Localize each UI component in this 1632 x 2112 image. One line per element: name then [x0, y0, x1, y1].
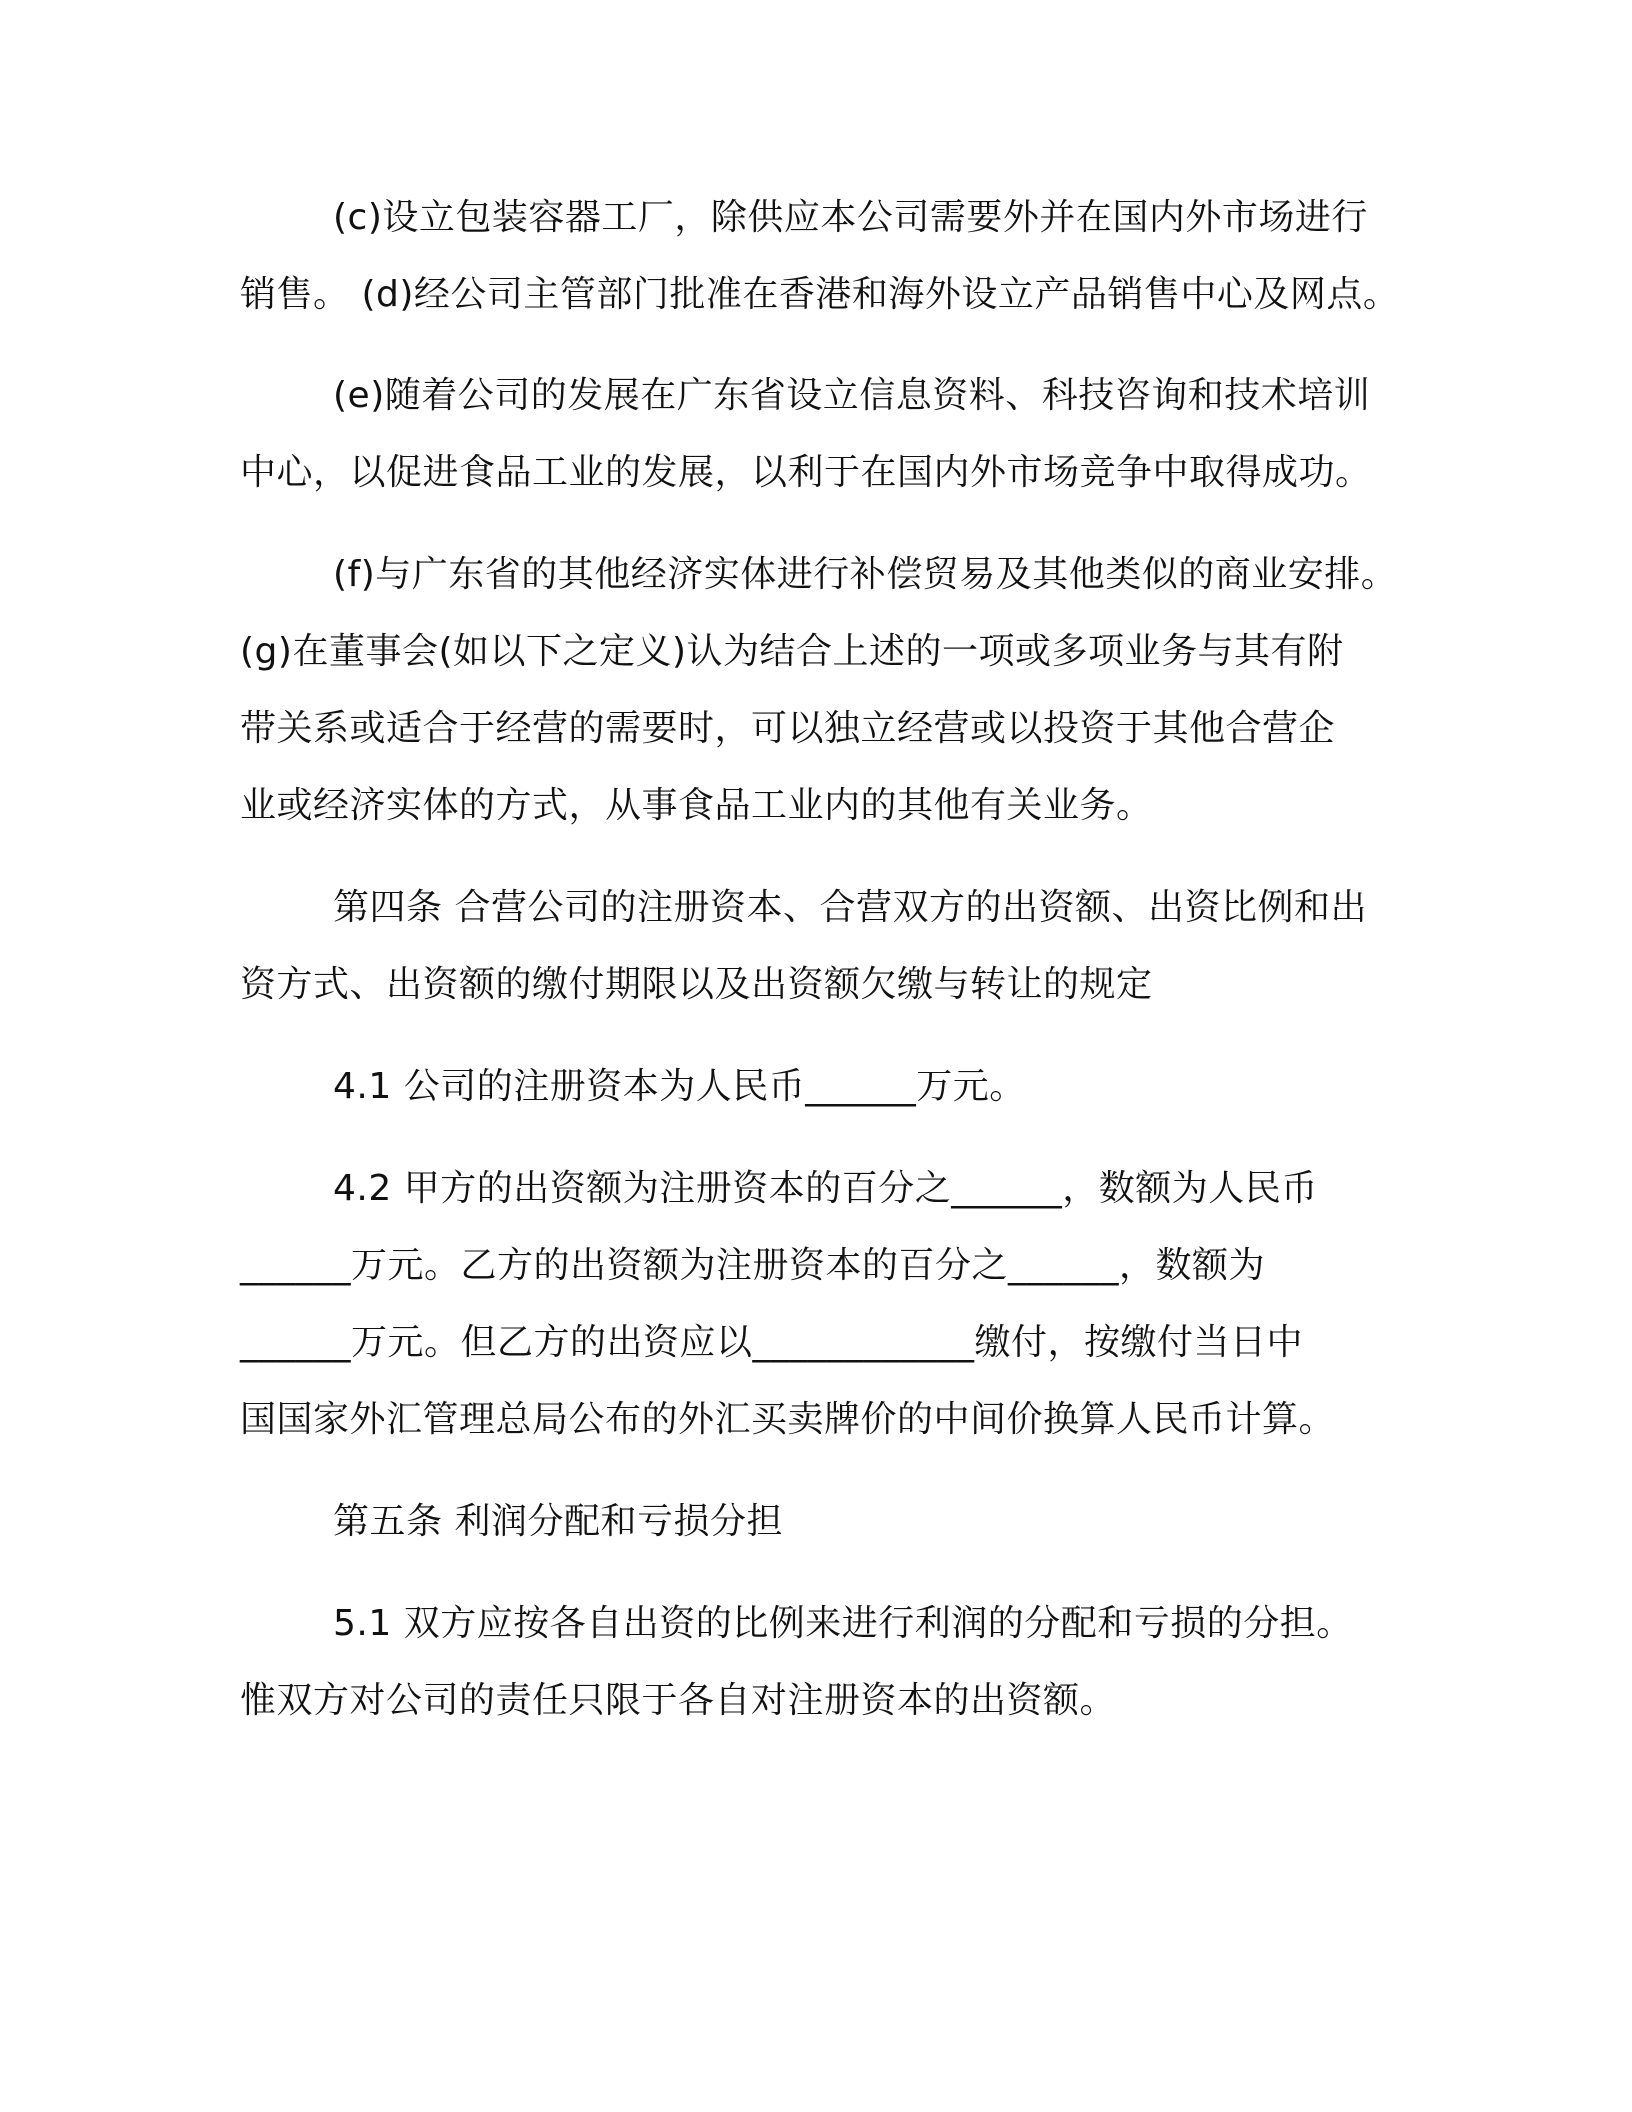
paragraph-e-line-2: 中心，以促进食品工业的发展，以利于在国内外市场竞争中取得成功。 — [240, 452, 1372, 493]
paragraph-f-line-1: (f)与广东省的其他经济实体进行补偿贸易及其他类似的商业安排。 — [333, 554, 1398, 595]
clause-5-1-line-2: 惟双方对公司的责任只限于各自对注册资本的出资额。 — [240, 1680, 1117, 1721]
paragraph-c-line-1: (c)设立包装容器工厂，除供应本公司需要外并在国内外市场进行 — [333, 197, 1368, 238]
article-four-heading-line-1: 第四条 合营公司的注册资本、合营双方的出资额、出资比例和出 — [333, 887, 1367, 928]
clause-4-2-line-1: 4.2 甲方的出资额为注册资本的百分之______，数额为人民币 — [333, 1168, 1318, 1209]
clause-4-2-line-4: 国国家外汇管理总局公布的外汇买卖牌价的中间价换算人民币计算。 — [240, 1399, 1336, 1440]
article-five-heading: 第五条 利润分配和亏损分担 — [333, 1501, 783, 1542]
paragraph-g-line-3: 业或经济实体的方式，从事食品工业内的其他有关业务。 — [240, 785, 1153, 826]
clause-4-2-line-2: ______万元。乙方的出资额为注册资本的百分之______，数额为 — [240, 1245, 1266, 1286]
paragraph-g-line-2: 带关系或适合于经营的需要时，可以独立经营或以投资于其他合营企 — [240, 708, 1336, 749]
paragraph-e-line-1: (e)随着公司的发展在广东省设立信息资料、科技咨询和技术培训 — [333, 375, 1371, 416]
paragraph-g-line-1: (g)在董事会(如以下之定义)认为结合上述的一项或多项业务与其有附 — [240, 631, 1344, 672]
clause-4-2-line-3: ______万元。但乙方的出资应以____________缴付，按缴付当日中 — [240, 1322, 1304, 1363]
clause-4-1: 4.1 公司的注册资本为人民币______万元。 — [333, 1066, 1026, 1107]
clause-5-1-line-1: 5.1 双方应按各自出资的比例来进行利润的分配和亏损的分担。 — [333, 1603, 1353, 1644]
paragraph-c-line-2: 销售。 (d)经公司主管部门批准在香港和海外设立产品销售中心及网点。 — [240, 274, 1400, 315]
article-four-heading-line-2: 资方式、出资额的缴付期限以及出资额欠缴与转让的规定 — [240, 964, 1153, 1005]
